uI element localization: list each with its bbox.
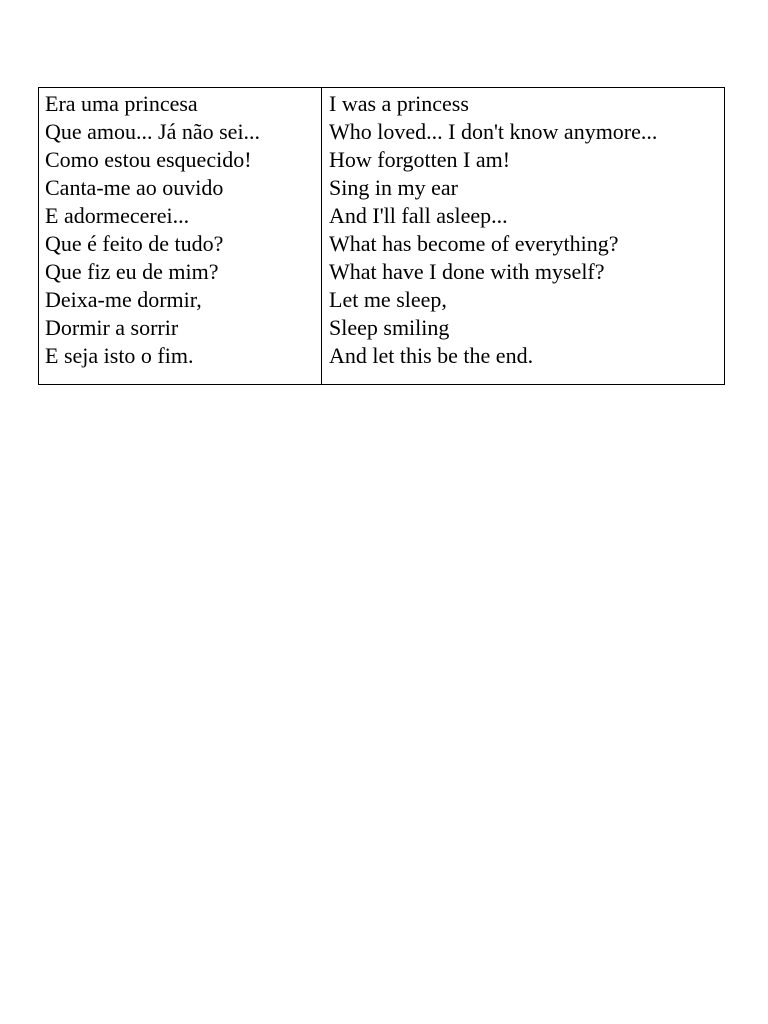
english-line: What have I done with myself? (329, 259, 605, 284)
portuguese-line: Que é feito de tudo? (45, 231, 224, 256)
portuguese-line: Como estou esquecido! (45, 147, 252, 172)
portuguese-column (39, 88, 322, 384)
portuguese-line: Que amou... Já não sei... (45, 119, 261, 144)
english-line: Sing in my ear (329, 175, 458, 200)
portuguese-line: Deixa-me dormir, (45, 287, 202, 312)
poem-translation-table (38, 87, 725, 385)
english-line: I was a princess (329, 91, 469, 116)
english-line: How forgotten I am! (329, 147, 511, 172)
portuguese-line: Era uma princesa (45, 91, 198, 116)
english-column (322, 88, 724, 384)
english-line: Sleep smiling (329, 315, 450, 340)
english-line: What has become of everything? (329, 231, 619, 256)
english-line: Who loved... I don't know anymore... (329, 119, 658, 144)
english-line: Let me sleep, (329, 287, 447, 312)
english-line: And I'll fall asleep... (329, 203, 508, 228)
portuguese-line: Canta-me ao ouvido (45, 175, 224, 200)
english-line: And let this be the end. (329, 343, 534, 368)
portuguese-line: E seja isto o fim. (45, 343, 194, 368)
portuguese-line: Que fiz eu de mim? (45, 259, 219, 284)
portuguese-line: Dormir a sorrir (45, 315, 179, 340)
portuguese-line: E adormecerei... (45, 203, 190, 228)
